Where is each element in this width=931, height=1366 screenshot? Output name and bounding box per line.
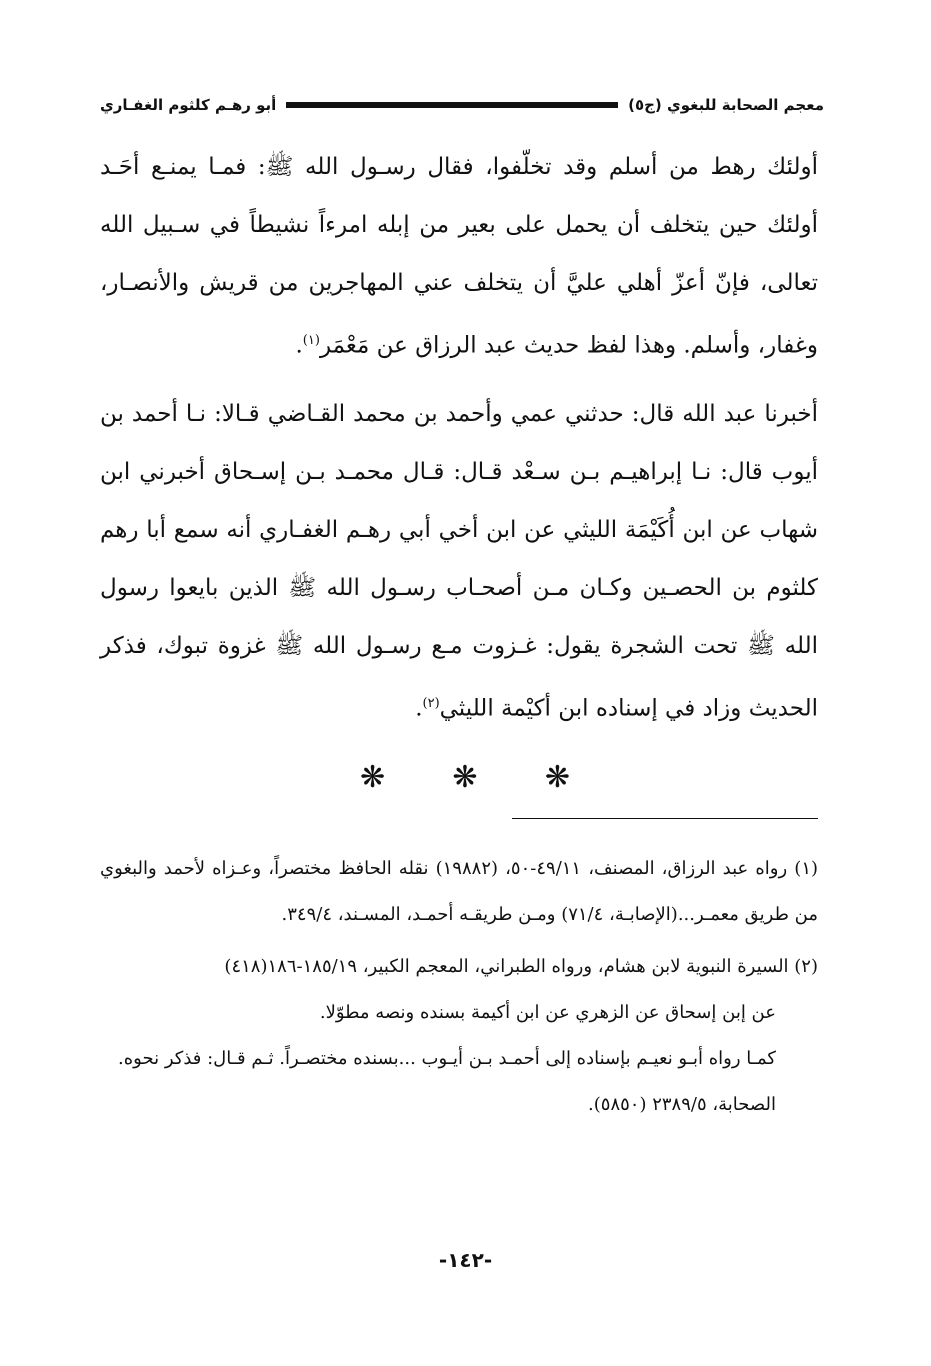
ornament-star-icon: ❋ bbox=[544, 760, 570, 795]
ornament-star-icon: ❋ bbox=[452, 760, 478, 795]
footnote-ref-1: (١) bbox=[302, 333, 320, 348]
ornament-star-icon: ❋ bbox=[360, 760, 386, 795]
footnote-1: (١) رواه عبد الرزاق، المصنف، ٤٩/١١-٥٠، (١٩٨٨٢) نقله الحافظ مختصراً، وعـزاه لأحمد والبغوي من طريق معمـر...(الإصابـة، ٧١/٤) ومـن طريقـه أحمـد، المسـند، ٣٤٩/٤. bbox=[100, 858, 819, 925]
section-ornaments bbox=[360, 758, 570, 798]
footnote-2-line-4: الصحابة، ٢٣٨٩/٥ (٥٨٥٠). bbox=[588, 1094, 776, 1115]
header-section-title: أبو رهـم كلثوم الغفـاري bbox=[100, 96, 277, 114]
paragraph-1 bbox=[100, 138, 818, 375]
footnote-2-line-2: عن إبن إسحاق عن الزهري عن ابن أكيمة بسنده ونصه مطوّلا. bbox=[319, 1002, 776, 1023]
paragraph-1-text: أولئك رهط من أسلم وقد تخلّفوا، فقال رسـول الله ﷺ: فمـا يمنـع أحَـد أولئك حين يتخلف أن يحمل على بعير من إبله امرءاً نشيطاً في سـبيل الله تعالى، فإنّ أعزّ أهلي عليَّ أن يتخلف عني المهاجرين من قريش والأنصـار، وغفار، وأسلم. وهذا لفظ حديث عبد الرزاق عن مَعْمَر bbox=[100, 154, 818, 359]
footnote-ref-2: (٢) bbox=[422, 695, 440, 711]
footnote-2: (٢) السيرة النبوية لابن هشام، ورواه الطبراني، المعجم الكبير، ١٨٥/١٩-١٨٦(٤١٨) bbox=[224, 956, 818, 977]
header-book-title: معجم الصحابة للبغوي (ج٥) bbox=[628, 96, 824, 114]
page-number: -١٤٢- bbox=[438, 1248, 493, 1272]
paragraph-2-end: . bbox=[415, 695, 423, 722]
footnote-separator bbox=[512, 818, 818, 819]
paragraph-2 bbox=[100, 385, 818, 738]
running-header bbox=[100, 88, 824, 122]
footnotes bbox=[100, 846, 818, 1128]
paragraph-1-end: . bbox=[295, 332, 303, 359]
header-rule bbox=[286, 102, 618, 108]
footnote-2-line-3: كمـا رواه أبـو نعيـم بإسناده إلى أحمـد بـن أيـوب ...بسنده مختصـراً. ثـم قـال: فذكر نحوه. bbox=[118, 1048, 776, 1069]
paragraph-2-text: أخبرنا عبد الله قال: حدثني عمي وأحمد بن محمد القـاضي قـالا: نـا أحمد بن أيوب قال: نـا إبراهيـم بـن سـعْد قـال: قـال محمـد بـن إسـحاق أخبرني ابن شهاب عن ابن أُكَيْمَة الليثي عن ابن أخي أبي رهـم الغفـاري أنه سمع أبا رهم كلثوم بن الحصـين وكـان مـن أصحـاب رسـول الله ﷺ الذين بايعوا رسول الله ﷺ تحت الشجرة يقول: غـزوت مـع رسـول الله ﷺ غزوة تبوك، فذكر الحديث وزاد في إسناده ابن أكيْمة الليثي bbox=[100, 400, 818, 722]
main-text bbox=[100, 138, 818, 747]
